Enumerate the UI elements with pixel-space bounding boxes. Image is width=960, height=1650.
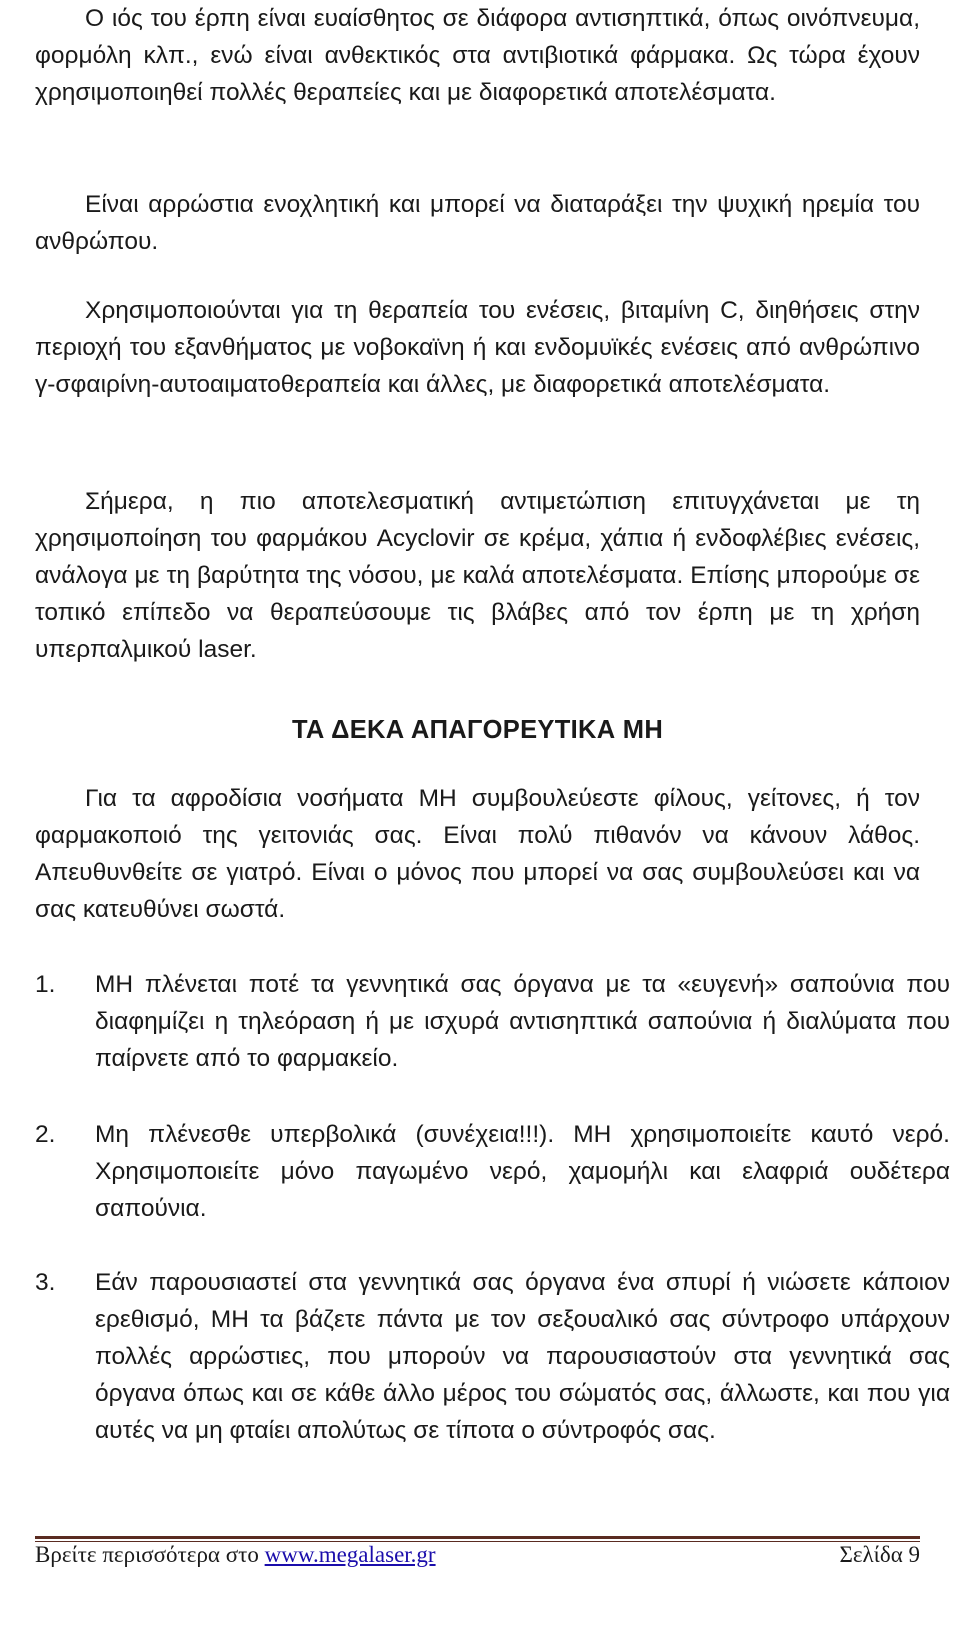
page-number: Σελίδα 9 xyxy=(839,1542,920,1567)
website-link[interactable]: www.megalaser.gr xyxy=(264,1542,436,1567)
list-item-text: ΜΗ πλένεται ποτέ τα γεννητικά σας όργανα με τα «ευγενή» σαπούνια που διαφημίζει η τηλεόραση ή με ισχυρά αντισηπτικά σαπούνια ή διαλύματα που παίρνετε από το φαρμακείο. xyxy=(95,971,950,1072)
list-item-text: Εάν παρουσιαστεί στα γεννητικά σας όργανα ένα σπυρί ή νιώσετε κάποιον ερεθισμό, ΜΗ τα βάζετε πάντα με τον σεξουαλικό σας σύντροφο υπάρχουν πολλές αρρώστιες, που μπορούν να παρουσιαστούν στα γεννητικά σας όργανα όπως και σε κάθε άλλο μέρος του σώματός σας, άλλωστε, και που για αυτές να μη φταίει απολύτως σε τίποτα ο σύντροφός σας. xyxy=(95,1269,950,1444)
paragraph-acyclovir: Σήμερα, η πιο αποτελεσματική αντιμετώπιση επιτυγχάνεται με τη χρησιμοποίηση του φαρμάκου Acyclovir σε κρέμα, χάπια ή ενδοφλέβιες ενέσεις, ανάλογα με τη βαρύτητα της νόσου, με καλά αποτελέσματα. Επίσης μπορούμε σε τοπικό επίπεδο να θεραπεύσουμε τις βλάβες από τον έρπη με τη χρήση υπερπαλμικού laser. xyxy=(35,488,920,663)
paragraph-herpes-sensitivity: Ο ιός του έρπη είναι ευαίσθητος σε διάφορα αντισηπτικά, όπως οινόπνευμα, φορμόλη κλπ., ενώ είναι ανθεκτικός στα αντιβιοτικά φάρμακα. Ως τώρα έχουν χρησιμοποιηθεί πολλές θεραπείες και με διαφορετικά αποτελέσματα. xyxy=(35,5,920,106)
list-item-number: 3. xyxy=(35,1269,56,1296)
paragraph-consult-doctor: Για τα αφροδίσια νοσήματα ΜΗ συμβουλεύεστε φίλους, γείτονες, ή τον φαρμακοποιό της γειτονιάς σας. Είναι πολύ πιθανόν να κάνουν λάθος. Απευθυνθείτε σε γιατρό. Είναι ο μόνος που μπορεί να σας συμβουλεύσει και να σας κατευθύνει σωστά. xyxy=(35,785,920,923)
paragraph-treatments: Χρησιμοποιούνται για τη θεραπεία του ενέσεις, βιταμίνη C, διηθήσεις στην περιοχή του εξανθήματος με νοβοκαϊνη ή και ενδομυϊκές ενέσεις από ανθρώπινο γ-σφαιρίνη-αυτοαιματοθεραπεία και άλλες, με διαφορετικά αποτελέσματα. xyxy=(35,297,920,398)
footer-prefix: Βρείτε περισσότερα στο xyxy=(35,1542,259,1567)
list-item-number: 1. xyxy=(35,971,56,998)
list-item-text: Μη πλένεσθε υπερβολικά (συνέχεια!!!). ΜΗ χρησιμοποιείτε καυτό νερό. Χρησιμοποιείτε μόνο παγωμένο νερό, χαμομήλι και ελαφριά ουδέτερα σαπούνια. xyxy=(95,1121,950,1222)
footer-promo xyxy=(35,1537,436,1573)
list-item-number: 2. xyxy=(35,1121,56,1148)
section-title: ΤΑ ΔΕΚΑ ΑΠΑΓΟΡΕΥΤΙΚΑ ΜΗ xyxy=(291,716,664,744)
paragraph-psychological-impact: Είναι αρρώστια ενοχλητική και μπορεί να διαταράξει την ψυχική ηρεμία του ανθρώπου. xyxy=(35,191,920,255)
page-footer xyxy=(35,1537,920,1573)
